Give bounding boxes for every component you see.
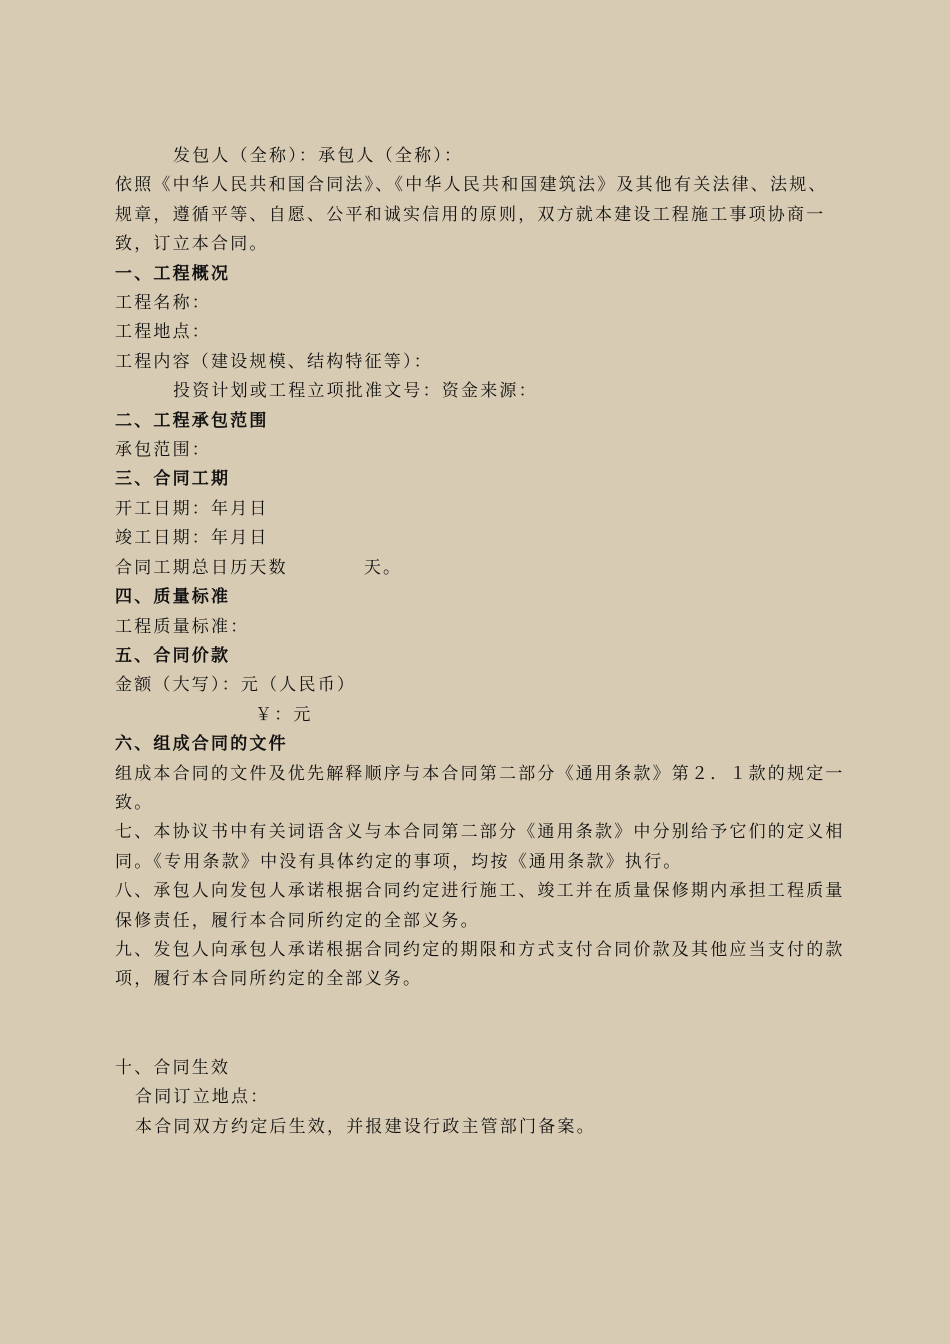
section-10-heading: 十、合同生效 <box>115 1057 231 1078</box>
end-date-line: 竣工日期：年月日 <box>115 528 269 549</box>
section-1-heading: 一、工程概况 <box>115 263 231 284</box>
amount-words-line: 金额（大写）：元（人民币） <box>115 675 357 696</box>
section-9-text: 九、发包人向承包人承诺根据合同约定的期限和方式支付合同价款及其他应当支付的款项，履行本合同所约定的全部义务。 <box>115 939 845 990</box>
spacer <box>115 995 845 1054</box>
project-location-line: 工程地点： <box>115 322 211 343</box>
section-6-text: 组成本合同的文件及优先解释顺序与本合同第二部分《通用条款》第２．１款的规定一致。 <box>115 763 845 813</box>
section-4-heading: 四、质量标准 <box>115 587 231 608</box>
total-days-line: 合同工期总日历天数 天。 <box>115 557 403 578</box>
section-2-heading: 二、工程承包范围 <box>115 410 269 431</box>
section-6-heading: 六、组成合同的文件 <box>115 734 288 755</box>
signing-place-line: 合同订立地点： <box>135 1087 270 1108</box>
section-5-heading: 五、合同价款 <box>115 645 231 666</box>
parties-line: 发包人（全称）：承包人（全称）： <box>173 146 464 166</box>
project-name-line: 工程名称： <box>115 293 211 314</box>
section-3-heading: 三、合同工期 <box>115 469 231 490</box>
start-date-line: 开工日期：年月日 <box>115 498 269 519</box>
effect-line: 本合同双方约定后生效，并报建设行政主管部门备案。 <box>135 1116 596 1137</box>
amount-number-line: ￥：元 <box>255 704 313 725</box>
approval-line: 投资计划或工程立项批准文号：资金来源： <box>173 381 538 402</box>
section-7-text: 七、本协议书中有关词语含义与本合同第二部分《通用条款》中分别给予它们的定义相同。《专用条款》中没有具体约定的事项，均按《通用条款》执行。 <box>115 822 845 872</box>
section-8-text: 八、承包人向发包人承诺根据合同约定进行施工、竣工并在质量保修期内承担工程质量保修责任，履行本合同所约定的全部义务。 <box>115 881 845 931</box>
quality-standard-line: 工程质量标准： <box>115 616 250 637</box>
project-content-line: 工程内容（建设规模、结构特征等）： <box>115 351 433 372</box>
document-body <box>115 142 845 1142</box>
scope-line: 承包范围： <box>115 440 211 461</box>
intro-paragraph: 依照《中华人民共和国合同法》、《中华人民共和国建筑法》及其他有关法律、法规、规章，遵循平等、自愿、公平和诚实信用的原则，双方就本建设工程施工事项协商一致，订立本合同。 <box>115 175 828 255</box>
